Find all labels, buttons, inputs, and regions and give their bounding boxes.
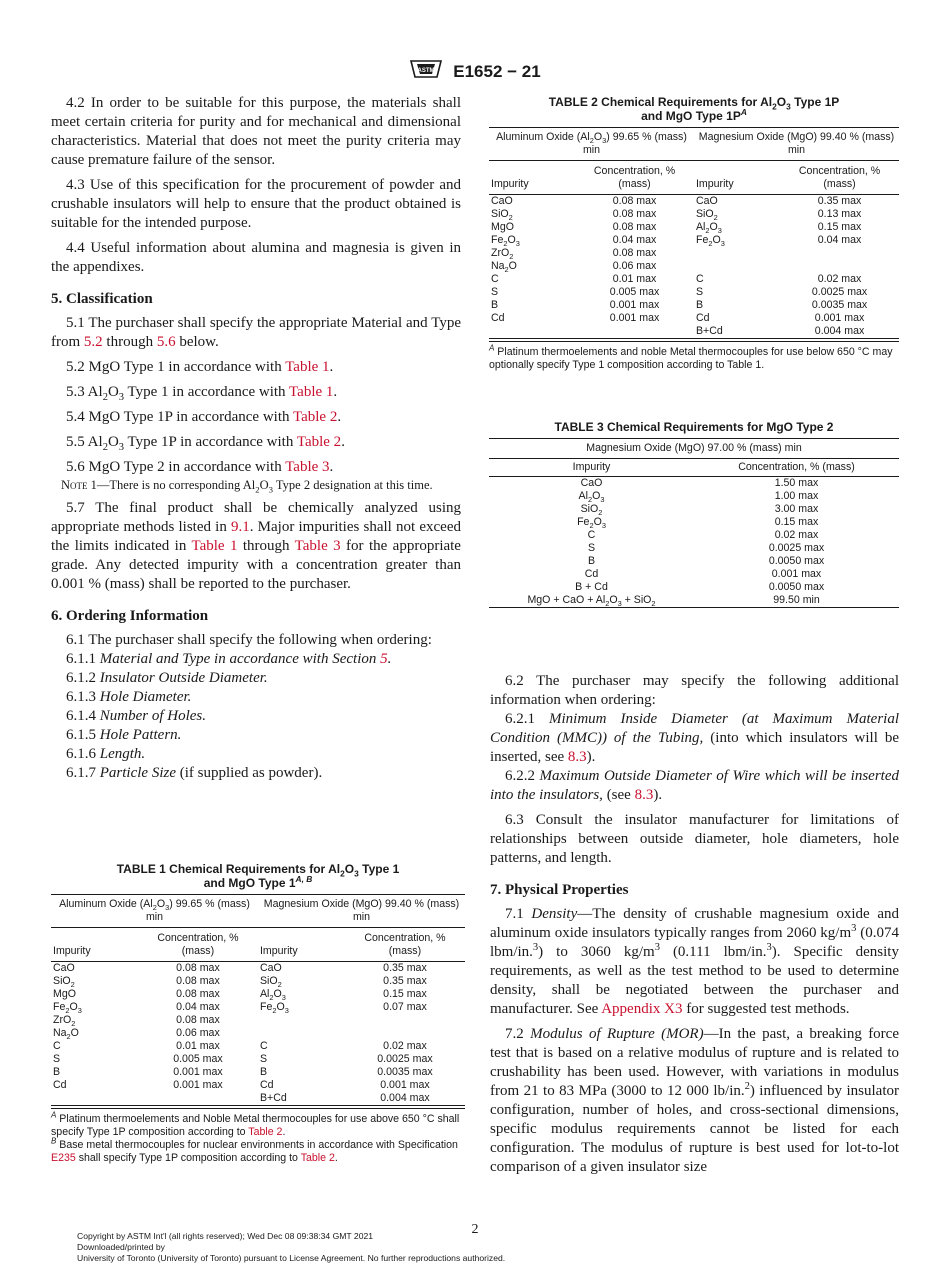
table-1-concentration-cell: 0.004 max (345, 1092, 465, 1106)
table-3-concentration-cell: 0.0050 max (768, 555, 825, 567)
table-2-header-impurity: Impurity (694, 161, 780, 195)
table-2-impurity-cell: ZrO$_2$ (491, 247, 514, 262)
section-5-heading: 5. Classification (51, 291, 153, 307)
download-line: Downloaded/printed by (77, 1242, 165, 1252)
table-1-group-magnesia: Magnesium Oxide (MgO) 99.40 % (mass) min (258, 895, 465, 928)
table-3-header-impurity: Impurity (489, 459, 694, 477)
table-1-row (51, 1066, 465, 1079)
logo-text: ASTM (417, 68, 435, 74)
table-1-footnote-a: $^A$ Platinum thermoelements and Noble Metal thermocouples for use above 650 °C shall specify Type 1P composition according to Table 2. (51, 1110, 460, 1138)
table-3-row (489, 568, 899, 581)
table-2-concentration-cell: 0.01 max (612, 273, 657, 285)
table-1-impurity-cell: CaO (53, 962, 75, 974)
table-2-concentration-cell: 0.35 max (817, 195, 862, 207)
link-appendix-x3[interactable]: Appendix X3 (601, 1001, 683, 1017)
table-2-row (489, 247, 899, 260)
table-3-row (489, 542, 899, 555)
table-2-impurity-cell: B (491, 299, 499, 311)
table-2-impurity-cell: S (491, 286, 499, 298)
table-1-group-alumina: Aluminum Oxide $(Al_2O_3)$ 99.65 % (mass) min (51, 895, 258, 928)
table-3-impurity-cell: C (587, 529, 596, 541)
table-2-impurity-cell: Cd (491, 312, 505, 324)
item-6-1-6: 6.1.6 Length. (66, 746, 146, 762)
table-1-impurity-cell: B (53, 1066, 61, 1078)
table-3-title: TABLE 3 Chemical Requirements for MgO Type 2 (554, 420, 834, 434)
table-3-impurity-cell: Cd (584, 568, 599, 580)
table-1-impurity-cell (258, 1014, 345, 1027)
table-1-concentration-cell: 0.15 max (383, 988, 427, 1000)
table-1-impurity-cell: SiO$_2$ (53, 975, 75, 990)
table-1-footnotes (51, 1108, 465, 1165)
paragraph-6-2-2: 6.2.2 Maximum Outside Diameter of Wire which will be inserted into the insulators, (see 8.3). (490, 768, 900, 803)
table-2-concentration-cell: 0.0025 max (811, 286, 868, 298)
page-number: 2 (471, 1222, 479, 1237)
item-6-1-5: 6.1.5 Hole Pattern. (66, 727, 182, 743)
table-1-impurity-cell (258, 1027, 345, 1040)
table-3-row (489, 516, 899, 529)
table-3-row (489, 594, 899, 608)
table-2-concentration-cell: 0.005 max (609, 286, 660, 298)
table-3-row (489, 477, 899, 491)
table-3-group-magnesia: Magnesium Oxide (MgO) 97.00 % (mass) min (489, 439, 899, 459)
link-table-3[interactable]: Table 3 (285, 459, 330, 475)
table-1-impurity-cell: $Fe_2O_3$ (53, 1001, 82, 1016)
table-3-impurity-cell: MgO + CaO + $Al_2O_3 + SiO_2$ (489, 594, 694, 608)
table-3-concentration-cell: 1.50 max (774, 477, 819, 489)
table-1-impurity-cell: Cd (259, 1079, 274, 1091)
table-1-concentration-cell: 0.02 max (383, 1040, 427, 1052)
table-1-header-concentration: Concentration, % (mass) (345, 928, 465, 962)
table-3-impurity-cell: SiO$_2$ (580, 503, 603, 518)
table-1-impurity-cell: C (259, 1040, 268, 1052)
table-3-impurity-cell: B + Cd (575, 581, 608, 593)
table-2-row (489, 208, 899, 221)
paragraph-4-3: 4.3 Use of this specification for the procurement of powder and crushable insulators will help to ensure that the product obtained is suitable for the intended purpose. (51, 177, 461, 231)
table-2-row (489, 234, 899, 247)
table-2-impurity-cell: $Fe_2O_3$ (695, 234, 725, 249)
table-2-concentration-cell (780, 260, 899, 273)
table-1-row (51, 1053, 465, 1066)
table-1-concentration-cell (138, 1092, 258, 1106)
table-2-impurity-cell: B (695, 299, 704, 311)
paragraph-5-2: 5.2 MgO Type 1 in accordance with Table 1. (66, 359, 334, 375)
table-2-impurity-cell: MgO (491, 221, 514, 233)
table-1-concentration-cell: 0.0035 max (377, 1066, 433, 1078)
paragraph-6-2-1: 6.2.1 Minimum Inside Diameter (at Maximum Material Condition (MMC)) of the Tubing, (into which insulators will be inserted, see 8.3). (490, 711, 900, 765)
table-1-row (51, 1001, 465, 1014)
paragraph-5-5: 5.5 $Al_2O_3$ Type 1P in accordance with Table 2. (66, 434, 345, 453)
table-2-impurity-cell: SiO$_2$ (491, 208, 513, 223)
link-table-1[interactable]: Table 1 (191, 538, 238, 554)
table-2-concentration-cell: 0.02 max (817, 273, 862, 285)
copyright-footer (77, 1231, 505, 1264)
table-2-concentration-cell: 0.08 max (612, 208, 657, 220)
paragraph-4-2: 4.2 In order to be suitable for this purpose, the materials shall meet certain criteria for purity and for mechanical and dimensional characteristics. Material that does not meet the purity criteria may cause premature failure of the sensor. (51, 95, 461, 168)
table-1-row (51, 975, 465, 988)
paragraph-5-1: 5.1 The purchaser shall specify the appropriate Material and Type from 5.2 through 5.6 below. (51, 315, 461, 350)
table-2-header-concentration: Concentration, % (mass) (780, 161, 899, 195)
table-2-concentration-cell: 0.08 max (612, 195, 657, 207)
table-1-concentration-cell: 0.35 max (383, 962, 427, 974)
paragraph-5-7: 5.7 The final product shall be chemically analyzed using appropriate methods listed in 9.1. Major impurities shall not exceed the limits indicated in Table 1 through Table 3 for the appropriate grade. Any detected impurity with a concentration greater than 0.001 % (mass) shall be reported to the purchaser. (51, 500, 461, 592)
table-1-concentration-cell: 0.001 max (173, 1066, 223, 1078)
table-1-row (51, 1079, 465, 1092)
table-2-concentration-cell: 0.0035 max (811, 299, 868, 311)
table-3-impurity-cell: S (587, 542, 596, 554)
table-1-header-concentration: Concentration, % (mass) (138, 928, 258, 962)
table-2-impurity-cell (694, 260, 780, 273)
paragraph-6-3: 6.3 Consult the insulator manufacturer for limitations of relationships between outside diameter, hole diameters, hole patterns, and length. (490, 812, 899, 866)
table-2-concentration-cell (575, 325, 694, 339)
table-2-concentration-cell: 0.13 max (817, 208, 862, 220)
table-1-impurity-cell: MgO (53, 988, 76, 1000)
table-2-impurity-cell: C (695, 273, 704, 285)
table-3-block (489, 420, 899, 608)
paragraph-5-3: 5.3 $Al_2O_3$ Type 1 in accordance with Table 1. (66, 384, 338, 403)
table-1-impurity-cell: $Na_2O$ (53, 1027, 79, 1042)
table-2-impurity-cell: C (491, 273, 499, 285)
table-2-header-concentration: Concentration, % (mass) (575, 161, 694, 195)
table-2-row (489, 299, 899, 312)
link-8-3[interactable]: 8.3 (634, 787, 654, 803)
table-1-row (51, 1014, 465, 1027)
table-3-concentration-cell: 1.00 max (774, 490, 819, 502)
right-column-text (490, 672, 899, 1183)
table-2-concentration-cell: 0.08 max (612, 247, 657, 259)
table-1-row (51, 962, 465, 976)
table-1-concentration-cell: 0.08 max (176, 988, 220, 1000)
table-1-concentration-cell: 0.08 max (176, 975, 220, 987)
table-2-footnote-a: $^A$ Platinum thermoelements and noble Metal thermocouples for use below 650 °C may optionally specify Type 1 composition according to Table 1. (489, 341, 899, 372)
link-table-1[interactable]: Table 1 (289, 384, 334, 400)
page-header (0, 56, 950, 87)
section-6-heading: 6. Ordering Information (51, 608, 209, 624)
item-6-1-7: 6.1.7 Particle Size (if supplied as powder). (66, 765, 323, 781)
table-2-row (489, 195, 899, 209)
table-1-impurity-cell: B+Cd (258, 1092, 345, 1106)
table-1-concentration-cell: 0.07 max (383, 1001, 427, 1013)
table-1-row (51, 988, 465, 1001)
table-1-block (51, 862, 465, 1165)
table-1-concentration-cell: 0.08 max (176, 962, 220, 974)
item-6-1-3: 6.1.3 Hole Diameter. (66, 689, 192, 705)
link-table-2[interactable]: Table 2 (292, 409, 338, 425)
table-1-row (51, 1092, 465, 1106)
paragraph-7-2: 7.2 Modulus of Rupture (MOR)—In the past, a breaking force test that is based on a relative modulus of rupture and is related to crushability has been used. However, with variations in modulus from 21 to 83 MPa (3000 to 12 000 lb/in.$^2$) influenced by insulator configuration, number of holes, and cross-sectional dimensions, specific modulus requirements cannot be listed for each configuration. The modulus of rupture is best used for lot-to-lot comparison of a given insulator size (490, 1026, 899, 1175)
table-3-concentration-cell: 0.02 max (774, 529, 819, 541)
table-3-row (489, 490, 899, 503)
table-2 (489, 127, 899, 339)
table-2-impurity-cell: $Na_2O$ (491, 260, 517, 275)
table-2-concentration-cell: 0.04 max (612, 234, 657, 246)
left-column (51, 94, 461, 783)
copyright-line: Copyright by ASTM Int'l (all rights reserved); Wed Dec 08 09:38:34 GMT 2021 (77, 1231, 374, 1241)
table-2-concentration-cell: 0.06 max (612, 260, 657, 272)
table-3-row (489, 529, 899, 542)
table-1-row (51, 1027, 465, 1040)
table-3-concentration-cell: 0.001 max (771, 568, 822, 580)
table-2-concentration-cell: 0.001 max (609, 299, 660, 311)
table-1-title: TABLE 1 Chemical Requirements for $Al_2O_3$ Type 1 and MgO Type $1^{A, B}$ (116, 862, 400, 890)
table-2-concentration-cell: 0.15 max (817, 221, 862, 233)
table-2-impurity-cell: Cd (695, 312, 710, 324)
table-2-concentration-cell (780, 247, 899, 260)
table-1-impurity-cell: C (53, 1040, 61, 1052)
table-1-impurity-cell: SiO$_2$ (259, 975, 282, 990)
table-2-group-alumina: Aluminum Oxide $(Al_2O_3)$ 99.65 % (mass) min (489, 128, 694, 161)
link-table-1[interactable]: Table 1 (285, 359, 330, 375)
document-id: E1652 − 21 (453, 61, 541, 81)
table-3-concentration-cell: 0.15 max (774, 516, 819, 528)
table-1-footnote-b: $^B$ Base metal thermocouples for nuclear environments in accordance with Specification E235 shall specify Type 1P composition according to Table 2. (51, 1136, 458, 1164)
link-9-1[interactable]: 9.1 (231, 519, 250, 535)
link-table-2[interactable]: Table 2 (296, 434, 342, 450)
table-2-impurity-cell: CaO (491, 195, 513, 207)
table-2-row (489, 221, 899, 234)
table-3-concentration-cell: 0.0025 max (768, 542, 825, 554)
table-3-row (489, 555, 899, 568)
table-2-impurity-cell: CaO (695, 195, 718, 207)
item-6-1-1: 6.1.1 Material and Type in accordance with Section 5. (66, 651, 392, 667)
astm-logo-icon (409, 56, 443, 87)
table-1-concentration-cell: 0.06 max (176, 1027, 220, 1039)
link-table-3[interactable]: Table 3 (294, 538, 341, 554)
paragraph-4-4: 4.4 Useful information about alumina and magnesia is given in the appendixes. (51, 240, 461, 275)
table-1-concentration-cell (345, 1014, 465, 1027)
table-2-row (489, 273, 899, 286)
table-1-impurity-cell: B (259, 1066, 268, 1078)
table-1 (51, 894, 465, 1106)
table-2-row (489, 286, 899, 299)
table-3-impurity-cell: $Fe_2O_3$ (577, 516, 606, 531)
table-1-impurity-cell: $Al_2O_3$ (259, 988, 286, 1003)
table-3-row (489, 503, 899, 516)
table-2-concentration-cell: 0.004 max (780, 325, 899, 339)
link-e235[interactable]: E235 (51, 1152, 76, 1164)
table-2-impurity-cell: SiO$_2$ (695, 208, 718, 223)
table-3-impurity-cell: B (587, 555, 596, 567)
table-3 (489, 438, 899, 608)
link-table-2[interactable]: Table 2 (248, 1126, 283, 1138)
table-2-impurity-cell: $Al_2O_3$ (695, 221, 722, 236)
table-1-impurity-cell: $Fe_2O_3$ (259, 1001, 289, 1016)
table-2-row (489, 312, 899, 325)
table-1-concentration-cell: 0.0025 max (377, 1053, 433, 1065)
table-3-concentration-cell: 99.50 min (694, 594, 899, 608)
table-1-header-impurity: Impurity (51, 928, 138, 962)
table-1-impurity-cell: S (259, 1053, 268, 1065)
item-6-1-4: 6.1.4 Number of Holes. (66, 708, 206, 724)
table-1-impurity-cell: S (53, 1053, 61, 1065)
paragraph-5-6: 5.6 MgO Type 2 in accordance with Table 3. (66, 459, 334, 475)
table-1-concentration-cell: 0.08 max (176, 1014, 220, 1026)
table-1-impurity-cell: ZrO$_2$ (53, 1014, 76, 1029)
table-1-concentration-cell: 0.35 max (383, 975, 427, 987)
table-1-impurity-cell (51, 1092, 138, 1106)
table-2-title: TABLE 2 Chemical Requirements for $Al_2O_3$ Type 1P and MgO Type $1P^A$ (548, 95, 840, 123)
license-line: University of Toronto (University of Toronto) pursuant to License Agreement. No further reproductions authorized. (77, 1253, 506, 1263)
table-2-concentration-cell: 0.08 max (612, 221, 657, 233)
table-2-impurity-cell: $Fe_2O_3$ (491, 234, 520, 249)
note-1: Note 1—There is no corresponding $Al_2O_3$ Type 2 designation at this time. (61, 478, 433, 495)
table-3-concentration-cell: 3.00 max (774, 503, 819, 515)
link-8-3[interactable]: 8.3 (567, 749, 587, 765)
paragraph-6-1: 6.1 The purchaser shall specify the following when ordering: (66, 632, 432, 648)
table-1-header-impurity: Impurity (258, 928, 345, 962)
table-1-row (51, 1040, 465, 1053)
table-2-row (489, 260, 899, 273)
table-3-concentration-cell: 0.0050 max (768, 581, 825, 593)
table-3-impurity-cell: $Al_2O_3$ (578, 490, 605, 505)
table-2-concentration-cell: 0.001 max (609, 312, 660, 324)
table-1-impurity-cell: Cd (53, 1079, 67, 1091)
table-1-concentration-cell: 0.001 max (380, 1079, 430, 1091)
link-5-2[interactable]: 5.2 (83, 334, 103, 350)
item-6-1-2: 6.1.2 Insulator Outside Diameter. (66, 670, 268, 686)
table-1-concentration-cell: 0.04 max (176, 1001, 220, 1013)
table-1-concentration-cell: 0.01 max (176, 1040, 220, 1052)
table-2-concentration-cell: 0.001 max (814, 312, 865, 324)
table-2-impurity-cell (694, 247, 780, 260)
table-3-header-concentration: Concentration, % (mass) (694, 459, 899, 477)
table-2-header-impurity: Impurity (489, 161, 575, 195)
paragraph-7-1: 7.1 Density—The density of crushable magnesium oxide and aluminum oxide insulators typically ranges from 2060 $kg/m^3$ (0.074 lbm/in.$^3$) to 3060 $kg/m^3$ (0.111 lbm/in.$^3$). Specific density requirements, as well as the test method to be used to determine density, shall be negotiated between the purchaser and manufacturer. See Appendix X3 for suggested test methods. (490, 906, 899, 1017)
table-2-concentration-cell: 0.04 max (817, 234, 862, 246)
link-5-6[interactable]: 5.6 (156, 334, 176, 350)
table-2-row (489, 325, 899, 339)
table-3-row (489, 581, 899, 594)
table-2-group-magnesia: Magnesium Oxide (MgO) 99.40 % (mass) min (694, 128, 899, 161)
table-1-impurity-cell: CaO (259, 962, 282, 974)
section-7-heading: 7. Physical Properties (490, 882, 629, 898)
paragraph-5-4: 5.4 MgO Type 1P in accordance with Table 2. (66, 409, 342, 425)
table-3-impurity-cell: CaO (580, 477, 603, 489)
table-1-concentration-cell (345, 1027, 465, 1040)
link-table-2[interactable]: Table 2 (300, 1152, 335, 1164)
link-section-5[interactable]: 5 (380, 651, 388, 667)
table-2-block (489, 95, 899, 372)
table-2-impurity-cell: S (695, 286, 704, 298)
table-1-concentration-cell: 0.001 max (173, 1079, 223, 1091)
table-1-concentration-cell: 0.005 max (173, 1053, 223, 1065)
table-2-impurity-cell (489, 325, 575, 339)
paragraph-6-2: 6.2 The purchaser may specify the following additional information when ordering: (490, 673, 899, 708)
table-2-impurity-cell: B+Cd (694, 325, 780, 339)
